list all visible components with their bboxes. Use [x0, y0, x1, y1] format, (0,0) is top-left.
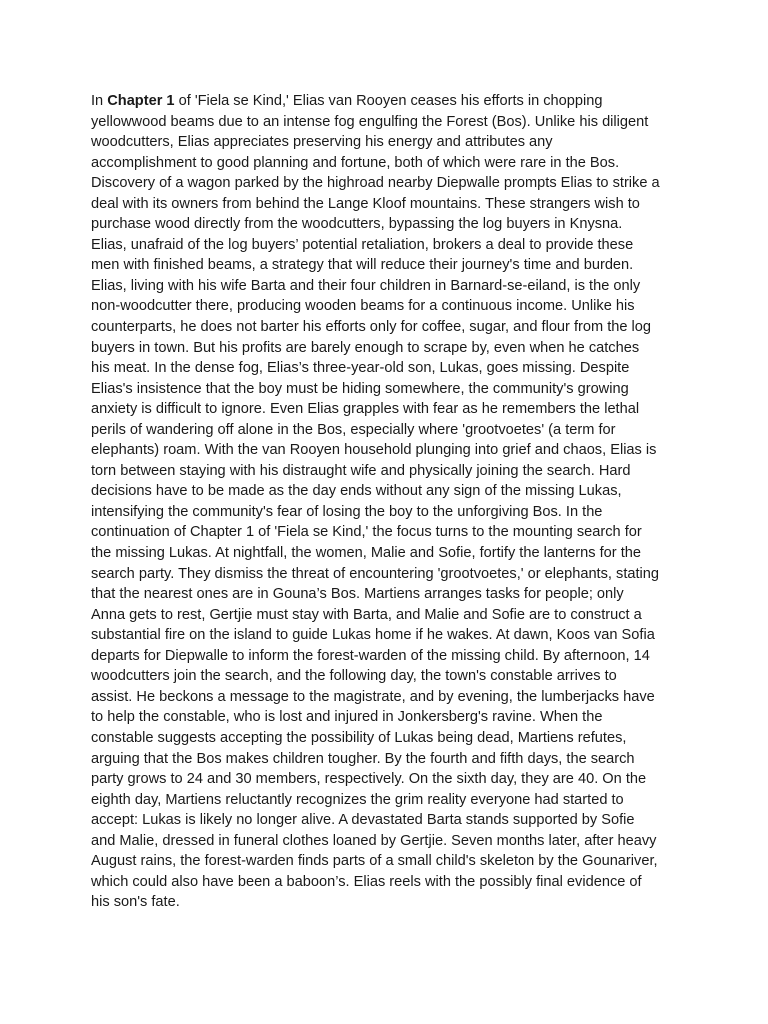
summary-paragraph — [91, 91, 691, 913]
intro-prefix: In — [91, 93, 108, 109]
chapter-label: Chapter 1 — [107, 93, 175, 109]
summary-text: of 'Fiela se Kind,' Elias van Rooyen ceases his efforts in chopping yellowwood beams due to an intense fog engulfing the Forest (Bos). Unlike his diligent woodcutters, Elias appreciates preserving his energy and attributes any accomplishment to good planning and fortune, both of which were rare in the Bos. Discovery of a wagon parked by the highroad nearby Diepwalle prompts Elias to strike a deal with its owners from behind the Lange Kloof mountains. These strangers wish to purchase wood directly from the woodcutters, bypassing the log buyers in Knysna. Elias, unafraid of the log buyers’ potential retaliation, brokers a deal to provide these men with finished beams, a strategy that will reduce their journey's time and burden. Elias, living with his wife Barta and their four children in Barnard-se-eiland, is the only non-woodcutter there, producing wooden beams for a continuous income. Unlike his counterparts, he does not barter his efforts only for coffee, sugar, and flour from the log buyers in town. But his profits are barely enough to scrape by, even when he catches his meat. In the dense fog, Elias’s three-year-old son, Lukas, goes missing. Despite Elias's insistence that the boy must be hiding somewhere, the community's growing anxiety is difficult to ignore. Even Elias grapples with fear as he remembers the lethal perils of wandering off alone in the Bos, especially where 'grootvoetes' (a term for elephants) roam. With the van Rooyen household plunging into grief and chaos, Elias is torn between staying with his distraught wife and physically joining the search. Hard decisions have to be made as the day ends without any sign of the missing Lukas, intensifying the community's fear of losing the boy to the unforgiving Bos. In the continuation of Chapter 1 of 'Fiela se Kind,' the focus turns to the mounting search for the missing Lukas. At nightfall, the women, Malie and Sofie, fortify the lanterns for the search party. They dismiss the threat of encountering 'grootvoetes,' or elephants, stating that the nearest ones are in Gouna’s Bos. Martiens arranges tasks for people; only Anna gets to rest, Gertjie must stay with Barta, and Malie and Sofie are to construct a substantial fire on the island to guide Lukas home if he wakes. At dawn, Koos van Sofia departs for Diepwalle to inform the forest-warden of the missing child. By afternoon, 14 woodcutters join the search, and the following day, the town's constable arrives to assist. He beckons a message to the magistrate, and by evening, the lumberjacks have to help the constable, who is lost and injured in Jonkersberg's ravine. When the constable suggests accepting the possibility of Lukas being dead, Martiens refutes, arguing that the Bos makes children tougher. By the fourth and fifth days, the search party grows to 24 and 30 members, respectively. On the sixth day, they are 40. On the eighth day, Martiens reluctantly recognizes the grim reality everyone had started to accept: Lukas is likely no longer alive. A devastated Barta stands supported by Sofie and Malie, dressed in funeral clothes loaned by Gertjie. Seven months later, after heavy August rains, the forest-warden finds parts of a small child's skeleton by the Gounariver, which could also have been a baboon’s. Elias reels with the possibly final evidence of his son's fate. — [91, 93, 660, 911]
